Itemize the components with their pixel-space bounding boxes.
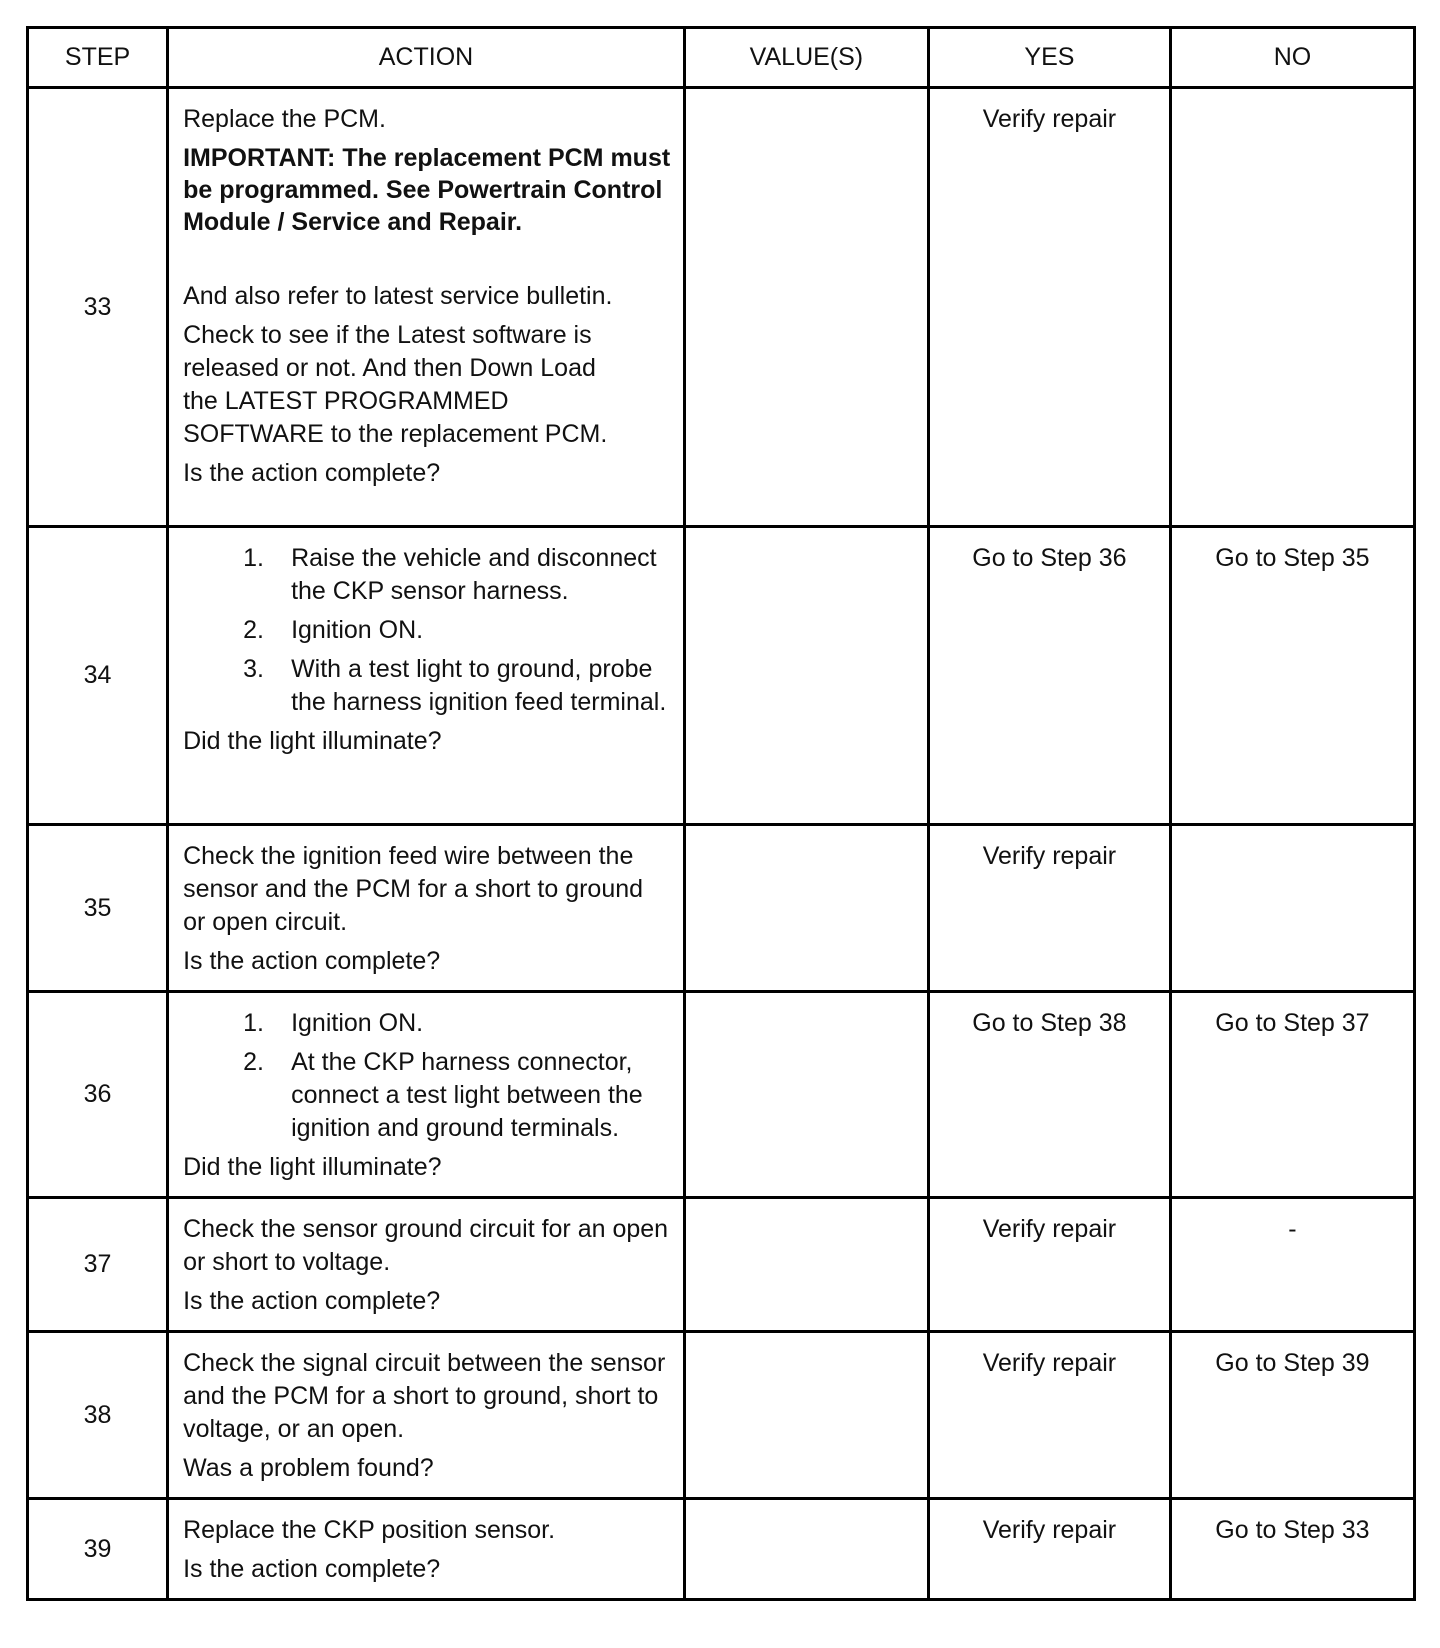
action-question: Is the action complete? <box>183 1287 441 1315</box>
action-text: Replace the CKP position sensor. <box>183 1516 556 1544</box>
action-cell <box>168 1198 685 1332</box>
no-cell: Go to Step 39 <box>1170 1332 1414 1499</box>
no-cell: - <box>1170 1198 1414 1332</box>
diagnostic-table <box>26 26 1416 1601</box>
header-action: ACTION <box>168 28 685 88</box>
no-cell <box>1170 88 1414 527</box>
important-note: IMPORTANT: The replacement PCM must be programmed. See Powertrain Control Module / Service and Repair. <box>183 144 671 236</box>
yes-cell: Verify repair <box>928 825 1170 992</box>
action-text: Check to see if the Latest software is released or not. And then Down Load the LATEST PROGRAMMED SOFTWARE to the replacement PCM. <box>183 321 608 448</box>
step-number: 33 <box>28 88 168 527</box>
action-cell <box>168 992 685 1198</box>
yes-cell: Go to Step 36 <box>928 527 1170 825</box>
table-row <box>28 88 1415 527</box>
action-cell <box>168 1332 685 1499</box>
action-question: Was a problem found? <box>183 1454 434 1482</box>
values-cell <box>684 88 928 527</box>
table-row <box>28 1198 1415 1332</box>
action-question: Did the light illuminate? <box>183 727 442 755</box>
action-question: Is the action complete? <box>183 459 441 487</box>
step-number: 39 <box>28 1499 168 1600</box>
no-cell: Go to Step 37 <box>1170 992 1414 1198</box>
table-row <box>28 992 1415 1198</box>
yes-cell: Verify repair <box>928 1198 1170 1332</box>
values-cell <box>684 1198 928 1332</box>
action-steps <box>183 542 671 719</box>
yes-cell: Verify repair <box>928 1499 1170 1600</box>
action-question: Is the action complete? <box>183 947 441 975</box>
table-row <box>28 1499 1415 1600</box>
action-text: Replace the PCM. <box>183 105 386 133</box>
header-values: VALUE(S) <box>684 28 928 88</box>
action-question: Is the action complete? <box>183 1555 441 1583</box>
values-cell <box>684 1499 928 1600</box>
action-text: Check the sensor ground circuit for an open or short to voltage. <box>183 1215 669 1276</box>
values-cell <box>684 992 928 1198</box>
header-row <box>28 28 1415 88</box>
action-steps <box>183 1007 671 1145</box>
yes-cell: Go to Step 38 <box>928 992 1170 1198</box>
action-text: And also refer to latest service bulletin. <box>183 282 613 310</box>
header-yes: YES <box>928 28 1170 88</box>
action-cell <box>168 825 685 992</box>
action-cell <box>168 527 685 825</box>
yes-cell: Verify repair <box>928 1332 1170 1499</box>
step-number: 38 <box>28 1332 168 1499</box>
table-row <box>28 1332 1415 1499</box>
action-text: Check the signal circuit between the sensor and the PCM for a short to ground, short to voltage, or an open. <box>183 1349 666 1443</box>
header-step: STEP <box>28 28 168 88</box>
values-cell <box>684 1332 928 1499</box>
list-item: 2. At the CKP harness connector, connect a test light between the ignition and ground terminals. <box>243 1048 643 1142</box>
table-row <box>28 527 1415 825</box>
no-cell <box>1170 825 1414 992</box>
table-row <box>28 825 1415 992</box>
no-cell: Go to Step 33 <box>1170 1499 1414 1600</box>
step-number: 35 <box>28 825 168 992</box>
list-item: 1. Raise the vehicle and disconnect the CKP sensor harness. <box>243 544 657 605</box>
values-cell <box>684 527 928 825</box>
values-cell <box>684 825 928 992</box>
yes-cell: Verify repair <box>928 88 1170 527</box>
step-number: 37 <box>28 1198 168 1332</box>
no-cell: Go to Step 35 <box>1170 527 1414 825</box>
list-item: 1. Ignition ON. <box>243 1009 424 1037</box>
header-no: NO <box>1170 28 1414 88</box>
list-item: 2. Ignition ON. <box>243 616 424 644</box>
step-number: 34 <box>28 527 168 825</box>
action-cell <box>168 1499 685 1600</box>
step-number: 36 <box>28 992 168 1198</box>
list-item: 3. With a test light to ground, probe the harness ignition feed terminal. <box>243 655 667 716</box>
action-question: Did the light illuminate? <box>183 1153 442 1181</box>
action-text: Check the ignition feed wire between the sensor and the PCM for a short to ground or open circuit. <box>183 842 644 936</box>
action-cell <box>168 88 685 527</box>
